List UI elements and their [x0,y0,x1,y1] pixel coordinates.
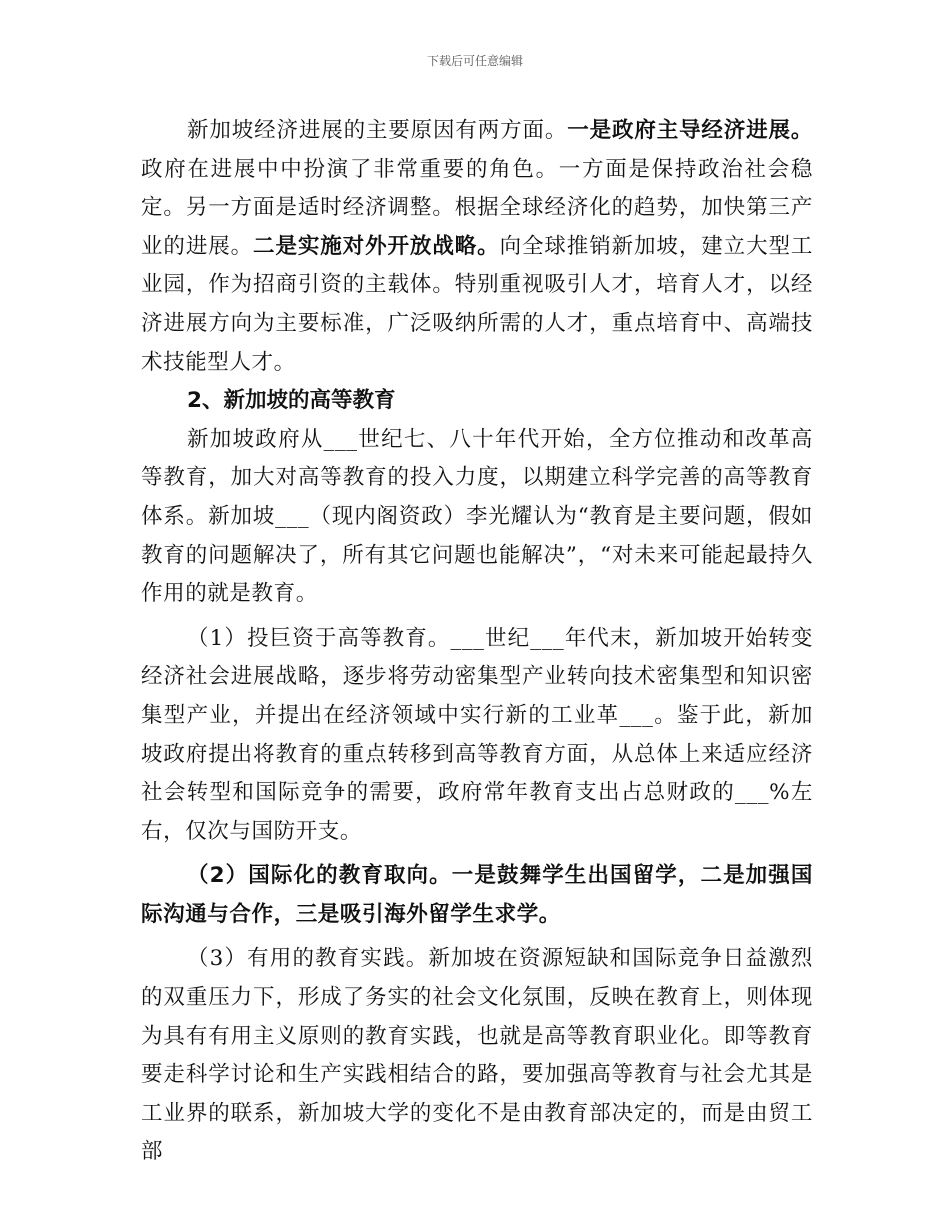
bold-point-2: 二是实施对外开放战略。 [253,233,500,259]
paragraph-text: 新加坡经济进展的主要原因有两方面。 [187,118,568,143]
page-header: 下载后可任意编辑 [426,54,523,68]
paragraph-text: 政府在进展中中扮演了非常重要的角色。一方面是保持政治社会稳定。另一方面是适时经济调整。根据全球经济化的趋势，加快第三产业的进展。 [141,156,813,259]
document-body [141,112,813,1172]
paragraph-text: 向全球推销新加坡，建立大型工业园，作为招商引资的主载体。特别重视吸引人才，培育人才，以经济进展方向为主要标准，广泛吸纳所需的人才，重点培育中、高端技术技能型人才。 [141,233,813,375]
paragraph-practice: （3）有用的教育实践。新加坡在资源短缺和国际竞争日益激烈的双重压力下，形成了务实的社会文化氛围，反映在教育上，则体现为具有有用主义原则的教育实践，也就是高等教育职业化。即等教育要走科学讨论和生产实践相结合的路，要加强高等教育与社会尤其是工业界的联系，新加坡大学的变化不是由教育部决定的，而是由贸工部 [141,946,813,1165]
section-heading: 2、新加坡的高等教育 [187,388,396,414]
paragraph-investment: （1）投巨资于高等教育。___世纪___年代末，新加坡开始转变经济社会进展战略，逐步将劳动密集型产业转向技术密集型和知识密集型产业，并提出在经济领域中实行新的工业革___。鉴于此，新加坡政府提出将教育的重点转移到高等教育方面，从总体上来适应经济社会转型和国际竞争的需要，政府常年教育支出占总财政的___%左右，仅次与国防开支。 [141,625,813,844]
paragraph-internationalization: （2）国际化的教育取向。一是鼓舞学生出国留学，二是加强国际沟通与合作，三是吸引海外留学生求学。 [141,863,813,927]
paragraph-higher-education: 新加坡政府从___世纪七、八十年代开始，全方位推动和改革高等教育，加大对高等教育的投入力度，以期建立科学完善的高等教育体系。新加坡___（现内阁资政）李光耀认为“教育是主要问题，假如教育的问题解决了，所有其它问题也能解决”，“对未来可能起最持久作用的就是教育。 [141,426,813,607]
bold-point-1: 一是政府主导经济进展。 [567,118,813,143]
paragraph-economy [141,112,813,382]
